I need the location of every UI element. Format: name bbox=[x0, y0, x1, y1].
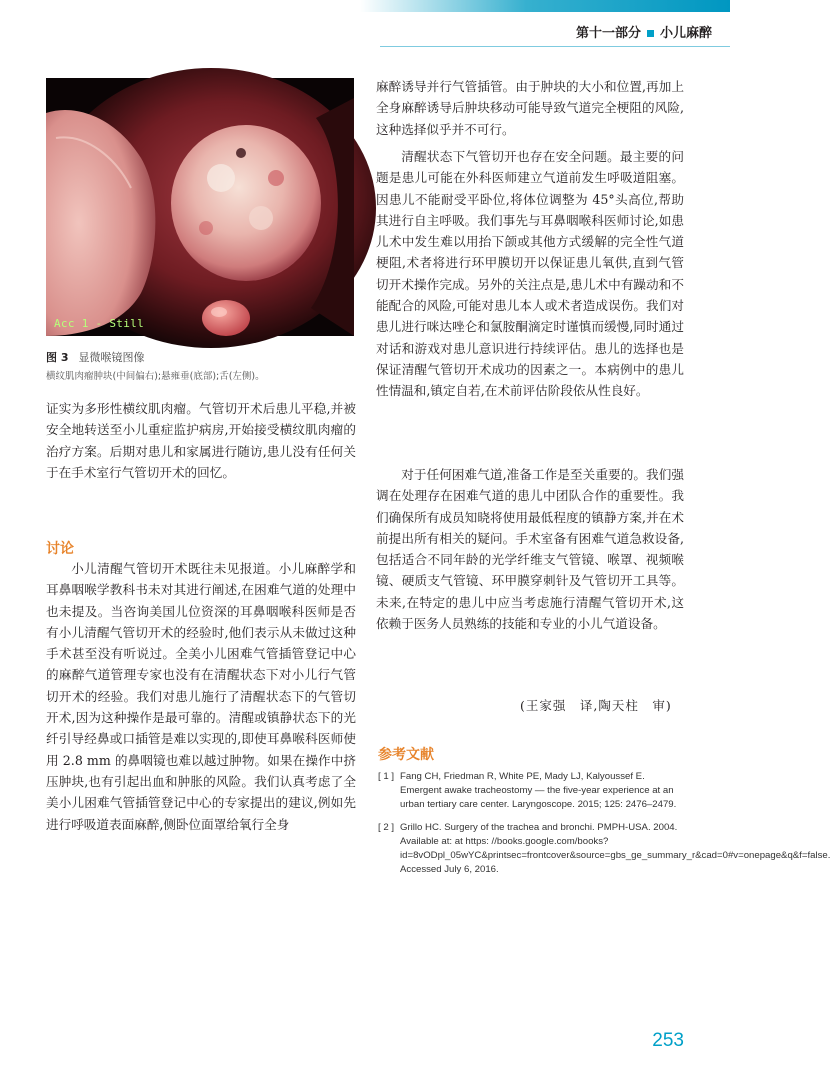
reference-item bbox=[378, 821, 830, 878]
reference-item bbox=[378, 770, 686, 813]
discussion-heading: 讨论 bbox=[46, 541, 74, 557]
caption-label: 图 3 bbox=[46, 351, 69, 364]
figure-caption bbox=[46, 349, 356, 382]
header-square-icon bbox=[647, 30, 654, 37]
header-part: 第十一部分 bbox=[575, 26, 641, 41]
right-paragraph-2: 清醒状态下气管切开也存在安全问题。最主要的问题是患儿可能在外科医师建立气道前发生呼吸道阻塞。因患儿不能耐受平卧位,将体位调整为 45°头高位,帮助其进行自主呼吸。我们事先与耳鼻咽喉科医师讨论,如患儿术中发生难以用抬下颌或其他方式缓解的完全性气道梗阻,术者将进行环甲膜切开以保证患儿氧供,直到气管切开术操作完成。另外的关注点是,患儿术中有躁动和不能配合的风险,可能对患儿本人或术者造成误伤。我们对患儿进行咪达唑仑和氯胺酮滴定时谨慎而缓慢,同时通过对话和游戏对患儿意识进行持续评估。患儿的选择也是保证清醒气管切开术成功的因素之一。本病例中的患儿性情温和,镇定自若,在术前评估阶段依从性良好。 bbox=[376, 149, 684, 399]
reference-number: [ 1 ] bbox=[378, 771, 394, 782]
header-section: 小儿麻醉 bbox=[659, 26, 712, 41]
page-number: 253 bbox=[652, 1030, 684, 1051]
caption-title: 显微喉镜图像 bbox=[78, 351, 145, 364]
right-paragraph-3: 对于任何困难气道,准备工作是至关重要的。我们强调在处理存在困难气道的患儿中团队合作的重要性。我们确保所有成员知晓将使用最低程度的镇静方案,并在术前提出所有相关的疑问。手术室备有困难气道急救设备,包括适合不同年龄的光学纤维支气管镜、喉罩、视频喉镜、硬质支气管镜、环甲膜穿刺针及气管切开工具等。未来,在特定的患儿中应当考虑施行清醒气管切开术,这依赖于医务人员熟练的技能和专业的小儿气道设备。 bbox=[376, 467, 684, 632]
reference-text: Fang CH, Friedman R, White PE, Mady LJ, Kalyoussef E. Emergent awake tracheostomy — the five-year experience at an urban tertiary care center. Laryngoscope. 2015; 125: 2476–2479. bbox=[400, 771, 677, 811]
header-rule bbox=[380, 46, 730, 47]
endoscopy-picture bbox=[46, 78, 354, 336]
laryngoscope-image bbox=[46, 78, 354, 336]
image-overlay-label: Acc 1 - Still bbox=[54, 317, 144, 330]
running-header bbox=[576, 22, 712, 41]
references-heading: 参考文献 bbox=[378, 747, 434, 763]
references-list bbox=[378, 770, 830, 885]
left-paragraph-2: 小儿清醒气管切开术既往未见报道。小儿麻醉学和耳鼻咽喉学教科书未对其进行阐述,在困难气道的处理中也未提及。当咨询美国儿位资深的耳鼻咽喉科医师是否有小儿清醒气管切开术的经验时,他们表示从未做过这种手术甚至没有听说过。全美小儿困难气管插管登记中心的麻醉气道管理专家也没有在清醒状态下对小儿行气管切开术的经验。我们对患儿施行了清醒状态下的气管切开术,因为这种操作是最可靠的。清醒或镇静状态下的光纤引导经鼻或口插管是难以实现的,即使耳鼻喉科医师使用 2.8 mm 的鼻咽镜也难以越过肿物。如果在操作中挤压肿块,也有引起出血和肿胀的风险。我们认真考虑了全美小儿困难气管插管登记中心的专家提出的建议,例如先进行呼吸道表面麻醉,侧卧位面罩给氧行全身 bbox=[46, 561, 356, 832]
caption-description: 横纹肌肉瘤肿块(中间偏右);悬雍垂(底部);舌(左侧)。 bbox=[46, 371, 265, 382]
translator-credit: (王家强 译,陶天柱 审) bbox=[520, 698, 672, 713]
top-color-bar bbox=[0, 0, 730, 12]
right-paragraph-1: 麻醉诱导并行气管插管。由于肿块的大小和位置,再加上全身麻醉诱导后肿块移动可能导致气道完全梗阻的风险,这种选择似乎并不可行。 bbox=[376, 79, 684, 137]
reference-number: [ 2 ] bbox=[378, 821, 394, 833]
left-paragraph-1: 证实为多形性横纹肌肉瘤。气管切开术后患儿平稳,并被安全地转送至小儿重症监护病房,开始接受横纹肌肉瘤的治疗方案。后期对患儿和家属进行随访,患儿没有任何关于在手术室行气管切开术的回忆。 bbox=[46, 401, 356, 480]
reference-text: Grillo HC. Surgery of the trachea and bronchi. PMPH-USA. 2004. Available at: at https: //books.google.com/books?id=8vODpl_05wYC&printsec=frontcover&source=gbs_ge_summary_r&cad=0#v=onepage&q&f=false. Accessed July 6, 2016. bbox=[400, 821, 830, 876]
